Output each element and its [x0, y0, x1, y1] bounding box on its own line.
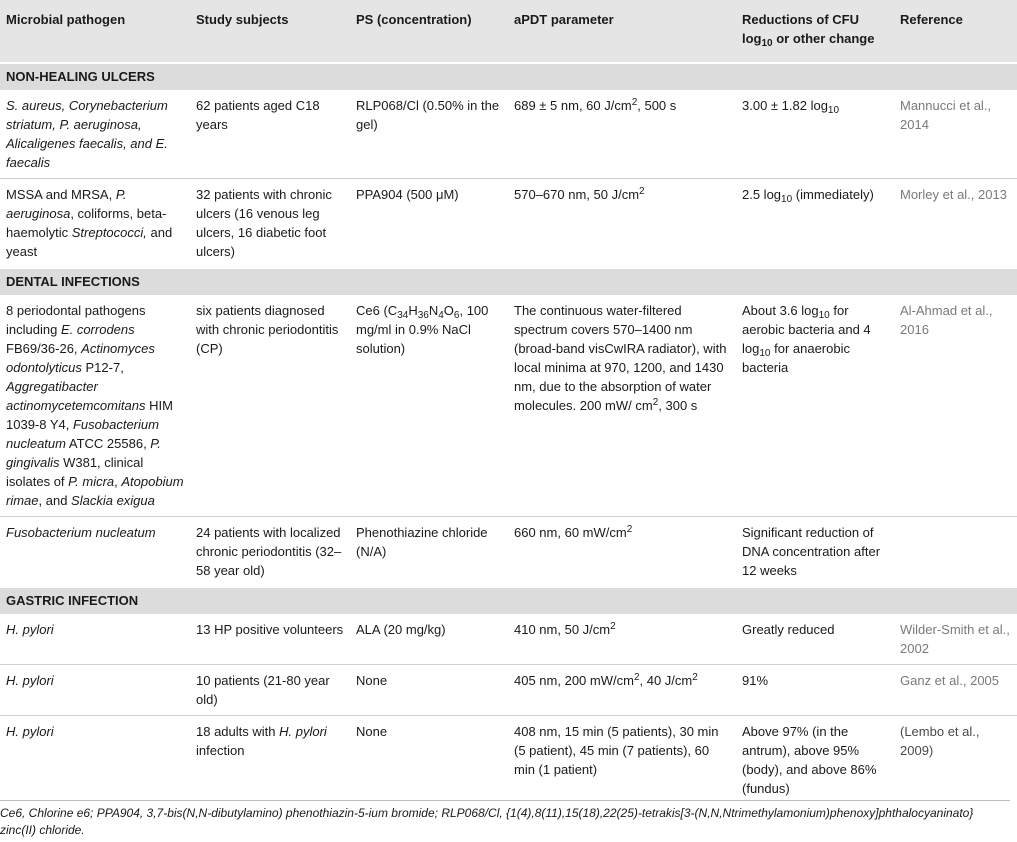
- subjects-cell: six patients diagnosed with chronic periodontitis (CP): [196, 303, 339, 356]
- pathogen-cell: Fusobacterium nucleatum: [0, 517, 190, 588]
- apdt-cell: 405 nm, 200 $mW/cm^2$, 40 $J/cm^2$: [508, 665, 736, 716]
- reference-cell: Morley et al., 2013: [894, 179, 1017, 269]
- section-row: [0, 63, 1017, 90]
- section-row: [0, 268, 1017, 295]
- reference-cell: (Lembo et al., 2009): [894, 716, 1017, 805]
- header-study-subjects: Study subjects: [190, 0, 350, 63]
- table-row: [0, 90, 1017, 179]
- reduction-cell: Greatly reduced: [742, 622, 835, 637]
- reference-cell: Wilder-Smith et al., 2002: [900, 622, 1010, 656]
- subjects-cell: 24 patients with localized chronic periodontitis (32–58 year old): [190, 517, 350, 588]
- subjects-cell: 18 adults with H. pylori infection: [190, 716, 350, 805]
- subjects-cell: 13 HP positive volunteers: [196, 622, 344, 637]
- ps-cell: Ce6 ($C_{34}H_{36}N_4O_6$, 100 mg/ml in 0.9% NaCl solution): [356, 303, 489, 356]
- subjects-cell: 32 patients with chronic ulcers (16 venous leg ulcers, 16 diabetic foot ulcers): [190, 179, 350, 269]
- reduction-cell: About 3.6 $\log_{10}$ for aerobic bacteria and 4 $\log_{10}$ for anaerobic bacteria: [742, 303, 871, 375]
- header-reference: Reference: [894, 0, 1017, 63]
- ps-cell: None: [350, 716, 508, 805]
- pathogen-cell: S. aureus, Corynebacterium striatum, P. aeruginosa, Alicaligenes faecalis, and E. faecalis: [6, 98, 168, 170]
- header-apdt-parameter: aPDT parameter: [508, 0, 736, 63]
- section-row: [0, 587, 1017, 614]
- apdt-cell: 570–670 nm, 50 $J/cm^2$: [508, 179, 736, 269]
- pathogen-cell: H. pylori: [0, 665, 190, 716]
- section-title: NON-HEALING ULCERS: [0, 63, 1017, 90]
- apdt-cell: 410 nm, 50 $J/cm^2$: [514, 621, 616, 637]
- subjects-cell: 10 patients (21-80 year old): [190, 665, 350, 716]
- ps-cell: RLP068/Cl (0.50% in the gel): [356, 98, 500, 132]
- header-reductions: Reductions of CFU $\log_{10}$ or other change: [736, 0, 894, 63]
- apdt-cell: 408 nm, 15 min (5 patients), 30 min (5 patient), 45 min (7 patients), 60 min (1 patient): [508, 716, 736, 805]
- subjects-cell: 62 patients aged C18 years: [196, 98, 320, 132]
- reduction-cell: 3.00 ± 1.82 $\log_{10}$: [742, 98, 840, 116]
- pathogen-cell: 8 periodontal pathogens including E. corrodens FB69/36-26, Actinomyces odontolyticus P12-7, Aggregatibacter actinomycetemcomitans HIM 1039-8 Y4, Fusobacterium nucleatum ATCC 25586, P. gingivalis W381, clinical isolates of P. micra, Atopobium rimae, and Slackia exigua: [6, 303, 184, 508]
- reference-cell: Al-Ahmad et al., 2016: [900, 303, 993, 337]
- reference-cell: [894, 517, 1017, 588]
- table-row: [0, 665, 1017, 716]
- reduction-cell: 91%: [736, 665, 894, 716]
- ps-cell: Phenothiazine chloride (N/A): [350, 517, 508, 588]
- apdt-cell: 689 ± 5 nm, 60 $J/cm^2$, 500 s: [514, 97, 677, 113]
- header-microbial-pathogen: Microbial pathogen: [0, 0, 190, 63]
- reduction-cell: 2.5 $\log_{10}$ (immediately): [736, 179, 894, 269]
- table-row: [0, 614, 1017, 665]
- table-row: [0, 716, 1017, 805]
- pathogen-cell: H. pylori: [6, 622, 54, 637]
- table-row: [0, 179, 1017, 269]
- pathogen-cell: H. pylori: [0, 716, 190, 805]
- ps-cell: PPA904 (500 μM): [350, 179, 508, 269]
- table-row: [0, 295, 1017, 517]
- reduction-cell: Above 97% (in the antrum), above 95% (body), and above 86% (fundus): [736, 716, 894, 805]
- table-header: [0, 0, 1017, 63]
- section-title: GASTRIC INFECTION: [0, 587, 1017, 614]
- pathogen-cell: MSSA and MRSA, P. aeruginosa, coliforms, beta-haemolytic Streptococci, and yeast: [0, 179, 190, 269]
- apdt-cell: The continuous water-filtered spectrum covers 570–1400 nm (broad-band visCwIRA radiator), with local minima at 970, 1200, and 1430 nm, due to the absorption of water molecules. 200 mW/ $cm^2$, 300 s: [514, 303, 727, 413]
- reference-cell: Ganz et al., 2005: [894, 665, 1017, 716]
- reduction-cell: Significant reduction of DNA concentration after 12 weeks: [736, 517, 894, 588]
- table-footnote: Ce6, Chlorine e6; PPA904, 3,7-bis(N,N-dibutylamino) phenothiazin-5-ium bromide; RLP068/Cl, {1(4),8(11),15(18),22(25)-tetrakis[3-(N,N,Ntrimethylamonium)phenoxy]phthalocyaninato} zinc(II) chloride.: [0, 800, 1010, 839]
- apdt-cell: 660 nm, 60 $mW/cm^2$: [508, 517, 736, 588]
- table-row: [0, 517, 1017, 588]
- header-ps-concentration: PS (concentration): [350, 0, 508, 63]
- section-title: DENTAL INFECTIONS: [0, 268, 1017, 295]
- ps-cell: ALA (20 mg/kg): [356, 622, 446, 637]
- ps-cell: None: [350, 665, 508, 716]
- table-body: [0, 63, 1017, 804]
- reference-cell: Mannucci et al., 2014: [900, 98, 992, 132]
